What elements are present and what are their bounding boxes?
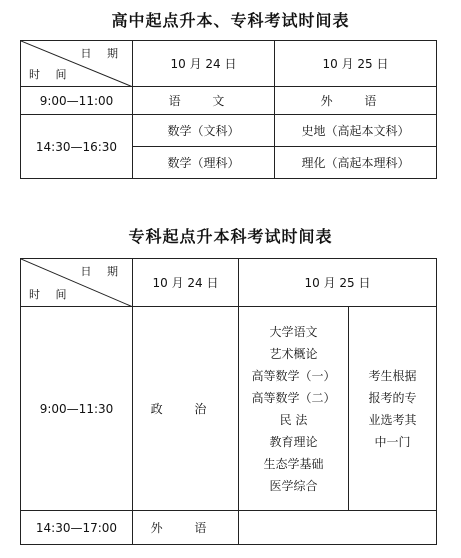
note-line: 报考的专 (368, 390, 417, 405)
corner-header-cell (21, 41, 133, 87)
subject-cell: 理化（高起本理科） (275, 147, 437, 179)
list-item: 大学语文 (269, 324, 318, 339)
subject-cell: 史地（高起本文科） (275, 115, 437, 147)
time-slot-afternoon: 14:30—17:00 (21, 511, 133, 545)
subject-cell: 数学（文科） (133, 115, 275, 147)
time-slot-morning: 9:00—11:30 (21, 307, 133, 511)
date-header-a: 10 月 24 日 (133, 41, 275, 87)
date-header-a: 10 月 24 日 (133, 259, 239, 307)
list-item: 教育理论 (269, 434, 318, 449)
list-item: 艺术概论 (269, 346, 318, 361)
list-item: 生态学基础 (263, 456, 324, 471)
elective-subject-list (239, 307, 349, 511)
subject-cell: 政 治 (133, 307, 239, 511)
exam-schedule-table-1 (20, 40, 437, 179)
subject-cell: 数学（理科） (133, 147, 275, 179)
exam-schedule-table-2 (20, 258, 437, 545)
corner-date-label: 日 期 (80, 47, 124, 60)
time-slot-afternoon: 14:30—16:30 (21, 115, 133, 179)
corner-time-label: 时 间 (29, 288, 73, 301)
list-item: 高等数学（一） (251, 368, 336, 383)
elective-note (349, 307, 437, 511)
table2-title: 专科起点升本科考试时间表 (128, 227, 333, 246)
subject-cell: 外 语 (133, 511, 239, 545)
list-item: 民 法 (279, 412, 308, 427)
corner-header-cell (21, 259, 133, 307)
time-slot-morning: 9:00—11:00 (21, 87, 133, 115)
list-item: 医学综合 (269, 478, 318, 493)
table1-title: 高中起点升本、专科考试时间表 (111, 11, 350, 30)
list-item: 高等数学（二） (251, 390, 336, 405)
date-header-b: 10 月 25 日 (275, 41, 437, 87)
subject-cell: 外 语 (275, 87, 437, 115)
note-line: 考生根据 (368, 368, 417, 383)
note-line: 中一门 (374, 434, 411, 449)
corner-date-label: 日 期 (80, 265, 124, 278)
corner-time-label: 时 间 (29, 68, 73, 81)
date-header-b: 10 月 25 日 (239, 259, 437, 307)
subject-cell: 语 文 (133, 87, 275, 115)
empty-cell (239, 511, 437, 545)
note-line: 业选考其 (368, 412, 417, 427)
